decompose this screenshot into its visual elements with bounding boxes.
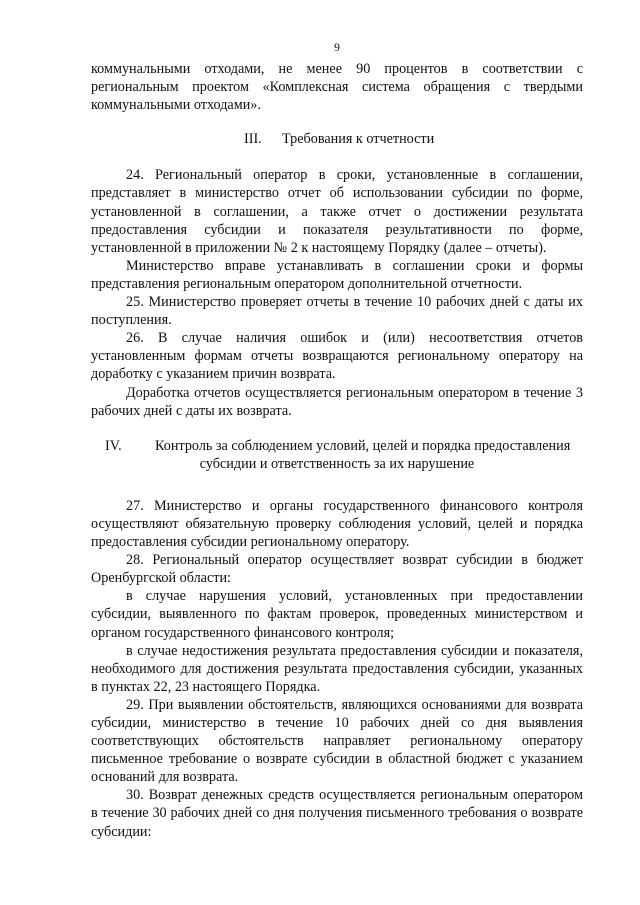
section-3-number: III. [244,131,262,148]
page-number: 9 [334,40,340,54]
paragraph-30: 30. Возврат денежных средств осуществляется региональным оператором в течение 30 рабочих дней со дня получения письменного требования о возврате субсидии: [91,787,583,840]
paragraph-26: 26. В случае наличия ошибок и (или) несоответствия отчетов установленным формам отчеты возвращаются региональному оператору на доработку с указанием причин возврата. [91,330,583,383]
paragraph-28-case-1: в случае нарушения условий, установленных при предоставлении субсидии, выявленного по фактам проверок, проведенных министерством и органом государственного финансового контроля; [91,588,583,641]
section-4-title-line1: Контроль за соблюдением условий, целей и порядка предоставления [155,437,571,454]
paragraph-24: 24. Региональный оператор в сроки, установленные в соглашении, представляет в министерство отчет об использовании субсидии по форме, установленной в соглашении, а также отчет о достижении результата предоставления субсидии и показателя результативности по форме, установленной в приложении № 2 к настоящему Порядку (далее – отчеты). [91,167,583,256]
section-4-number: IV. [105,437,122,454]
paragraph-28: 28. Региональный оператор осуществляет возврат субсидии в бюджет Оренбургской области: [91,552,583,587]
paragraph-29: 29. При выявлении обстоятельств, являющихся основаниями для возврата субсидии, министерство в течение 10 рабочих дней со дня выявления соответствующих обстоятельств направляет региональному оператору письменное требование о возврате субсидии в областной бюджет с указанием оснований для возврата. [91,696,583,786]
section-3-heading [91,130,583,148]
section-4-heading [91,437,583,473]
section-4-title-line2: субсидии и ответственность за их нарушение [199,455,475,472]
paragraph-24-addendum: Министерство вправе устанавливать в соглашении сроки и формы представления региональным оператором дополнительной отчетности. [91,257,583,292]
paragraph-27: 27. Министерство и органы государственного финансового контроля осуществляют обязательную проверку соблюдения условий, целей и порядка предоставления субсидии региональному оператору. [91,497,583,551]
intro-paragraph: коммунальными отходами, не менее 90 процентов в соответствии с региональным проектом «Комплексная система обращения с твердыми коммунальными отходами». [91,61,583,114]
paragraph-25: 25. Министерство проверяет отчеты в течение 10 рабочих дней с даты их поступления. [91,294,583,329]
paragraph-28-case-2: в случае недостижения результата предоставления субсидии и показателя, необходимого для достижения результата предоставления субсидии, указанных в пунктах 22, 23 настоящего Порядка. [91,642,583,695]
paragraph-26-addendum: Доработка отчетов осуществляется региональным оператором в течение 3 рабочих дней с даты их возврата. [91,384,583,419]
section-3-title: Требования к отчетности [282,131,435,148]
